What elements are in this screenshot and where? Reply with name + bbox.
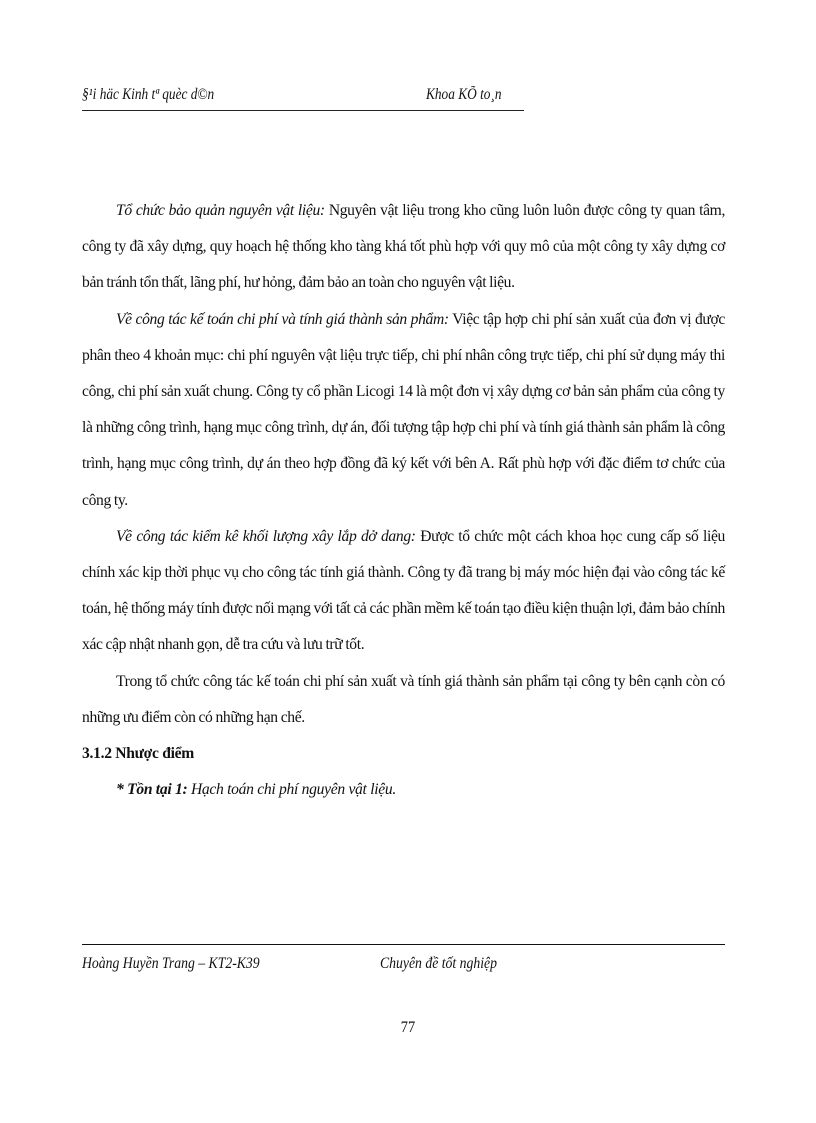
- subitem-text: Hạch toán chi phí nguyên vật liệu.: [187, 781, 396, 799]
- paragraph-lead: Về công tác kế toán chi phí và tính giá thành sản phẩm:: [116, 310, 449, 328]
- paragraph-lead: Tổ chức bảo quản nguyên vật liệu:: [116, 202, 325, 219]
- paragraph-text: Nguyên vật liệu trong kho cũng luôn luôn được công ty quan tâm, công ty đã xây dựng, quy hoạch hệ thống kho tàng khá tốt phù hợp với quy mô của một công ty xây dựng cơ bản tránh tổn thất, lãng phí, hư hỏng, đảm bảo an toàn cho nguyên vật liệu.: [82, 202, 725, 292]
- footer-title: Chuyên đề tốt nghiệp: [380, 955, 497, 972]
- subitem-issue-1: [82, 772, 725, 808]
- header-faculty: Khoa KÕ to¸n: [426, 86, 502, 103]
- paragraph-inventory: [82, 519, 725, 664]
- footer-author: Hoàng Huyền Trang – KT2-K39: [82, 955, 260, 972]
- section-heading: 3.1.2 Nhược điểm: [82, 745, 194, 763]
- paragraph-summary: [82, 664, 725, 736]
- header-rule: [82, 110, 524, 111]
- paragraph-cost-accounting: [82, 302, 725, 519]
- page-header: [82, 86, 727, 116]
- footer-rule: [82, 944, 725, 945]
- page-number: 77: [400, 1019, 416, 1036]
- paragraph-text: Trong tổ chức công tác kế toán chi phí sản xuất và tính giá thành sản phẩm tại công ty bên cạnh còn có những ưu điểm còn có những hạn chế.: [82, 672, 725, 726]
- subitem-label: * Tồn tại 1:: [116, 781, 188, 799]
- paragraph-lead: Về công tác kiểm kê khối lượng xây lắp dở dang:: [116, 527, 416, 545]
- paragraph-text: Được tổ chức một cách khoa học cung cấp số liệu chính xác kịp thời phục vụ cho công tác tính giá thành. Công ty đã trang bị máy móc hiện đại vào công tác kế toán, hệ thống máy tính được nối mạng với tất cả các phần mềm kế toán tạo điều kiện thuận lợi, đảm bảo chính xác cập nhật nhanh gọn, dễ tra cứu và lưu trữ tốt.: [82, 527, 725, 654]
- header-university: §¹i häc Kinh tª quèc d©n: [82, 86, 215, 103]
- paragraph-text: Việc tập hợp chi phí sản xuất của đơn vị được phân theo 4 khoản mục: chi phí nguyên vật liệu trực tiếp, chi phí nhân công trực tiếp, chi phí sử dụng máy thi công, chi phí sản xuất chung. Công ty cổ phần Licogi 14 là một đơn vị xây dựng cơ bản sản phẩm của công ty là những công trình, hạng mục công trình, dự án, đối tượng tập hợp chi phí và tính giá thành sản phẩm là công trình, hạng mục công trình, dự án theo hợp đồng đã ký kết với bên A. Rất phù hợp với đặc điểm tơ chức của công ty.: [82, 310, 725, 509]
- paragraph-storage: [82, 193, 725, 302]
- body-text: [82, 193, 725, 808]
